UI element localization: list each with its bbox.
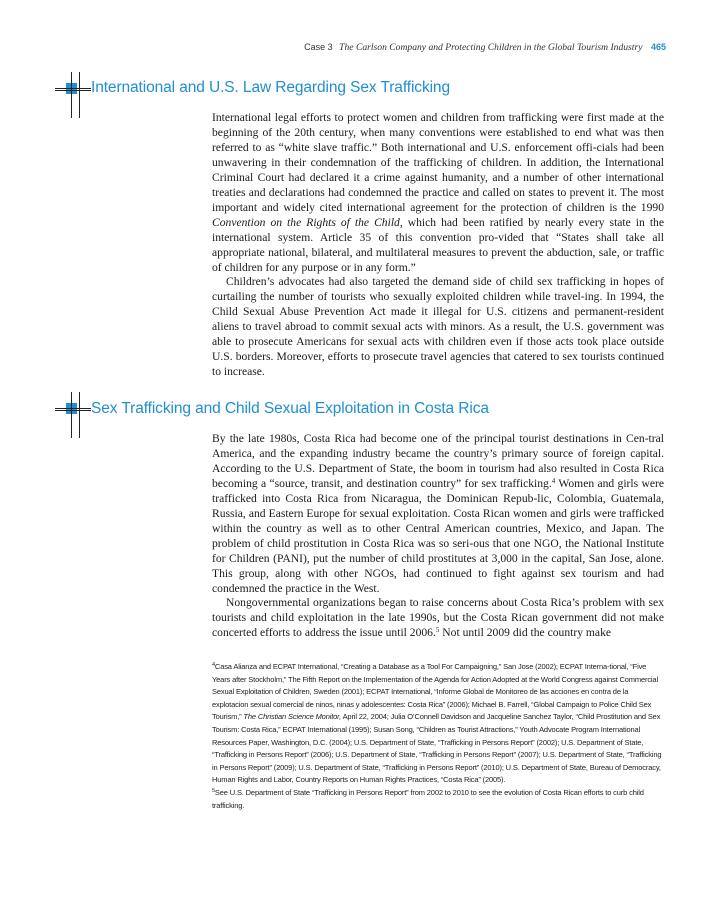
section-marker-icon bbox=[55, 72, 91, 118]
paragraph: Children’s advocates had also targeted the demand side of child sex trafficking in hopes of curtailing the number of tourists who sexually exploited children while travel-ing. In 1994, the Child Sexual Abuse Prevention Act made it illegal for U.S. citizens and permanent-resident aliens to travel abroad to commit sexual acts with minors. As a result, the U.S. government was able to prosecute Americans for sexual acts with children even if those acts took place outside U.S. borders. Moreover, efforts to prosecute travel agencies that catered to sex tourists continued to increase. bbox=[212, 275, 664, 379]
case-label: Case 3 bbox=[304, 42, 333, 52]
section-heading-costa-rica: Sex Trafficking and Child Sexual Exploitation in Costa Rica bbox=[91, 400, 489, 417]
footnote: $^5$See U.S. Department of State “Trafficking in Persons Report” from 2002 to 2010 to see the evolution of Costa Rican efforts to curb child trafficking. bbox=[212, 787, 644, 810]
paragraph: International legal efforts to protect women and children from trafficking were first made at the beginning of the 20th century, when many conventions were established to end what was then referred to as “white slave traffic.” Both international and U.S. enforcement offi-cials had been unwavering in their condemnation of the trafficking of children. In addition, the International Criminal Court had declared it a crime against humanity, and a number of other international treaties and declarations had condemned the practice and called on states to prevent it. The most important and widely cited international agreement for the protection of children is the 1990 Convention on the Rights of the Child, which had been ratified by nearly every state in the international system. Article 35 of this convention pro-vided that “States shall take all appropriate national, bilateral, and multilateral measures to prevent the abduction, sale, or traffic of children for any purpose or in any form.” bbox=[212, 111, 664, 274]
paragraph: Nongovernmental organizations began to raise concerns about Costa Rica’s problem with sex tourists and child exploitation in the late 1990s, but the Costa Rican government did not make concerted efforts to address the issue until 2006.$^5$ Not until 2009 did the country make bbox=[212, 596, 664, 640]
page-number: 465 bbox=[650, 42, 666, 52]
footnote: $^4$Casa Alianza and ECPAT International, “Creating a Database as a Tool For Campaigning,” San Jose (2002); ECPAT Interna-tional, “Five Years after Stockholm,” The Fifth Report on the Implementation of the Agenda for Action Adopted at the World Congress against Commercial Sexual Exploitation of Children, Sweden (2001); ECPAT International, “Informe Global de Monitoreo de las acciones en contra de la explotacion sexual comercial de ninos, ninas y adolescentes: Costa Rica” (2006); Michael B. Farrell, “Global Campaign to Police Child Sex Tourism,” The Christian Science Monitor, April 22, 2004; Julia O’Connell Davidson and Jacqueline Sanchez Taylor, “Child Prostitution and Sex Tourism: Costa Rica,” ECPAT International (1995); Susan Song, “Children as Tourist Attractions,” Youth Advocate Program International Resources Paper, Washington, D.C. (2004); U.S. Department of State, “Trafficking in Persons Report” (2002); U.S. Department of State, “Trafficking in Persons Report” (2006); U.S. Department of State, “Trafficking in Persons Report” (2007); U.S. Department of State, “Trafficking in Persons Report” (2009); U.S. Department of State, “Trafficking in Persons Report” (2010); U.S. Department of State, Bureau of Democracy, Human Rights and Labor, Country Reports on Human Rights Practices, “Costa Rica” (2005). bbox=[212, 662, 662, 785]
footnote-ref: 5 bbox=[435, 626, 440, 635]
section-body-costa-rica bbox=[212, 432, 664, 641]
running-title: The Carlson Company and Protecting Children in the Global Tourism Industry bbox=[339, 42, 643, 53]
footnotes bbox=[212, 661, 664, 812]
section-body-law bbox=[212, 111, 664, 380]
section-heading-law: International and U.S. Law Regarding Sex Trafficking bbox=[91, 79, 450, 96]
footnote-ref: 4 bbox=[551, 476, 556, 485]
section-marker-icon bbox=[55, 392, 91, 438]
paragraph: By the late 1980s, Costa Rica had become one of the principal tourist destinations in Cen-tral America, and the expanding industry became the country’s primary source of foreign capital. According to the U.S. Department of State, the boom in tourism had also resulted in Costa Rica becoming a “source, transit, and destination country” for sex trafficking.$^4$ Women and girls were trafficked into Costa Rica from Nicaragua, the Dominican Repub-lic, Colombia, Guatemala, Russia, and Eastern Europe for sexual exploitation. Costa Rican women and girls were trafficked within the country as well as to other Central American countries, Mexico, and Japan. The problem of child prostitution in Costa Rica was so seri-ous that one NGO, the National Institute for Children (PANI), put the number of child prostitutes at 3,000 in the capital, San Jose, alone. This group, along with other NGOs, had continued to fight against sex tourism and had condemned the practice in the West. bbox=[212, 432, 664, 595]
running-head bbox=[304, 42, 666, 53]
